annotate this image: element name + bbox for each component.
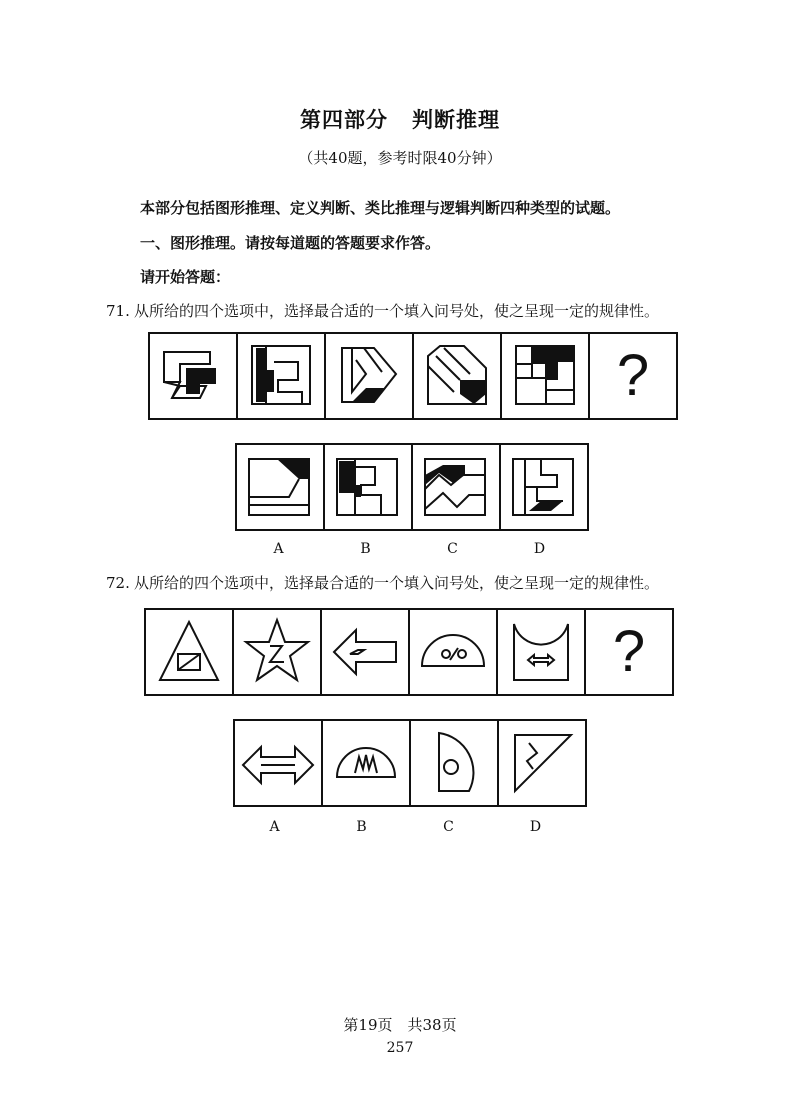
sequence-figure xyxy=(500,332,590,420)
option-label-d: D xyxy=(529,819,542,835)
option-d-figure[interactable] xyxy=(497,719,587,807)
folded-shape-icon xyxy=(150,334,236,418)
question-71-text xyxy=(106,300,659,321)
star-with-z-icon xyxy=(234,610,320,694)
question-mark-cell xyxy=(584,608,674,696)
triangle-with-square-icon xyxy=(146,610,232,694)
double-arrow-icon xyxy=(235,721,321,805)
option-a-figure[interactable] xyxy=(235,443,325,531)
question-71-option-labels xyxy=(235,541,583,557)
sequence-figure xyxy=(232,608,322,696)
question-prompt: 从所给的四个选项中，选择最合适的一个填入问号处，使之呈现一定的规律性。 xyxy=(134,574,660,592)
sequence-figure xyxy=(496,608,586,696)
triangle-with-zigzag-icon xyxy=(499,721,585,805)
question-72-option-labels xyxy=(231,819,579,835)
question-mark-cell xyxy=(588,332,678,420)
sequence-figure xyxy=(320,608,410,696)
semicircle-with-symbols-icon xyxy=(410,610,496,694)
left-arrow-icon xyxy=(322,610,408,694)
question-mark: ? xyxy=(616,343,650,408)
zigzag-shape-icon xyxy=(413,445,499,529)
sequence-figure xyxy=(236,332,326,420)
quadrant-shape-icon xyxy=(502,334,588,418)
question-72-text xyxy=(106,572,659,593)
bracket-shape-icon xyxy=(325,445,411,529)
option-label-a: A xyxy=(269,819,280,835)
question-71-sequence xyxy=(148,332,678,420)
semicircle-with-m-icon xyxy=(323,721,409,805)
section-title: 判断推理 xyxy=(412,108,500,132)
intro-line-2: 一、图形推理。请按每道题的答题要求作答。 xyxy=(140,234,441,252)
option-d-figure[interactable] xyxy=(499,443,589,531)
option-b-figure[interactable] xyxy=(323,443,413,531)
bracket-shape-icon xyxy=(238,334,324,418)
quarter-circle-with-circle-icon xyxy=(411,721,497,805)
page-number: 257 xyxy=(386,1040,414,1056)
e-bracket-icon xyxy=(501,445,587,529)
sequence-figure xyxy=(408,608,498,696)
sequence-figure xyxy=(144,608,234,696)
chevron-shape-icon xyxy=(326,334,412,418)
page-title xyxy=(0,104,800,134)
option-label-c: C xyxy=(443,819,454,835)
staircase-shape-icon xyxy=(414,334,500,418)
corner-wedge-icon xyxy=(237,445,323,529)
page-info: 第19页 共38页 xyxy=(343,1016,457,1034)
sequence-figure xyxy=(148,332,238,420)
question-72-options xyxy=(233,719,587,807)
option-a-figure[interactable] xyxy=(233,719,323,807)
option-label-d: D xyxy=(533,541,546,557)
question-number: 71. xyxy=(106,302,130,320)
intro-line-1: 本部分包括图形推理、定义判断、类比推理与逻辑判断四种类型的试题。 xyxy=(140,199,621,217)
question-71-options xyxy=(235,443,589,531)
question-number: 72. xyxy=(106,574,130,592)
question-prompt: 从所给的四个选项中，选择最合适的一个填入问号处，使之呈现一定的规律性。 xyxy=(134,302,660,320)
sequence-figure xyxy=(324,332,414,420)
option-b-figure[interactable] xyxy=(321,719,411,807)
option-c-figure[interactable] xyxy=(409,719,499,807)
intro-line-3: 请开始答题： xyxy=(140,268,231,286)
sequence-figure xyxy=(412,332,502,420)
option-label-a: A xyxy=(273,541,284,557)
option-c-figure[interactable] xyxy=(411,443,501,531)
part-label: 第四部分 xyxy=(300,108,388,132)
option-label-b: B xyxy=(356,819,367,835)
bowl-with-double-arrow-icon xyxy=(498,610,584,694)
option-label-c: C xyxy=(447,541,458,557)
page-subtitle: （共40题，参考时限40分钟） xyxy=(298,149,502,167)
option-label-b: B xyxy=(360,541,371,557)
question-72-sequence xyxy=(144,608,674,696)
question-mark: ? xyxy=(612,619,646,684)
